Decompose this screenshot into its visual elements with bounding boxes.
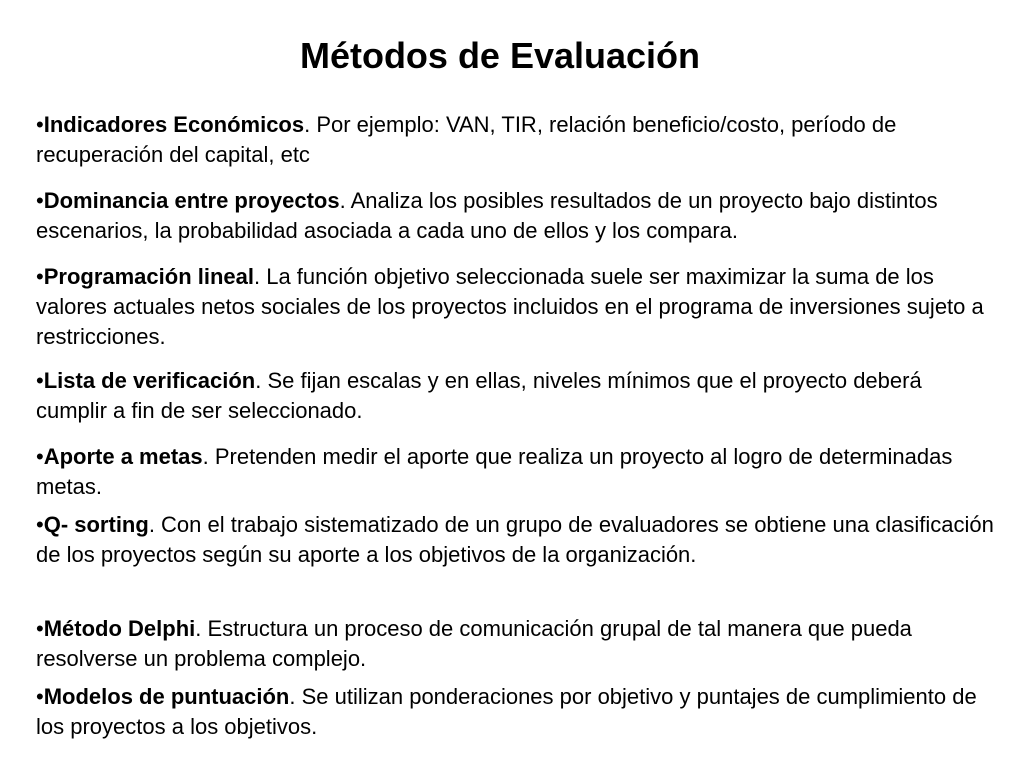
bullet-term: Método Delphi: [43, 616, 196, 641]
bullet-text: . Con el trabajo sistematizado de un grupo de evaluadores se obtiene una clasificación de los proyectos según su aporte a los objetivos de la organización.: [36, 512, 994, 567]
bullet-text: . Por ejemplo: VAN, TIR, relación beneficio/costo, período de recuperación del capital, etc: [36, 112, 897, 167]
bullet-q-sorting: [36, 510, 996, 570]
bullet-lista-verificacion: [36, 366, 996, 426]
bullet-text: . Se fijan escalas y en ellas, niveles mínimos que el proyecto deberá cumplir a fin de ser seleccionado.: [36, 368, 922, 423]
bullet-indicadores-economicos: [36, 110, 996, 170]
bullet-term: Dominancia entre proyectos: [43, 188, 340, 213]
slide-title: Métodos de Evaluación: [299, 35, 701, 76]
bullet-term: Modelos de puntuación: [43, 684, 290, 709]
bullet-metodo-delphi: [36, 614, 996, 674]
bullet-aporte-metas: [36, 442, 996, 502]
bullet-term: Programación lineal: [43, 264, 254, 289]
bullet-programacion-lineal: [36, 262, 996, 352]
bullet-text: . Estructura un proceso de comunicación grupal de tal manera que pueda resolverse un problema complejo.: [36, 616, 912, 671]
bullet-text: . Se utilizan ponderaciones por objetivo y puntajes de cumplimiento de los proyectos a los objetivos.: [36, 684, 977, 739]
bullet-marker: •: [36, 264, 44, 289]
bullet-marker: •: [36, 368, 44, 393]
bullet-marker: •: [36, 444, 44, 469]
bullet-marker: •: [36, 112, 44, 137]
bullet-text: . Analiza los posibles resultados de un proyecto bajo distintos escenarios, la probabilidad asociada a cada uno de ellos y los compara.: [36, 188, 938, 243]
bullet-marker: •: [36, 616, 44, 641]
bullet-marker: •: [36, 684, 44, 709]
bullet-marker: •: [36, 512, 44, 537]
bullet-term: Aporte a metas: [43, 444, 203, 469]
bullet-modelos-puntuacion: [36, 682, 996, 742]
bullet-text: . La función objetivo seleccionada suele ser maximizar la suma de los valores actuales netos sociales de los proyectos incluidos en el programa de inversiones sujeto a restricciones.: [36, 264, 984, 349]
bullet-term: Q- sorting: [43, 512, 149, 537]
bullet-text: . Pretenden medir el aporte que realiza un proyecto al logro de determinadas metas.: [36, 444, 953, 499]
bullet-dominancia-proyectos: [36, 186, 996, 246]
bullet-term: Indicadores Económicos: [43, 112, 305, 137]
bullet-marker: •: [36, 188, 44, 213]
bullet-term: Lista de verificación: [43, 368, 256, 393]
